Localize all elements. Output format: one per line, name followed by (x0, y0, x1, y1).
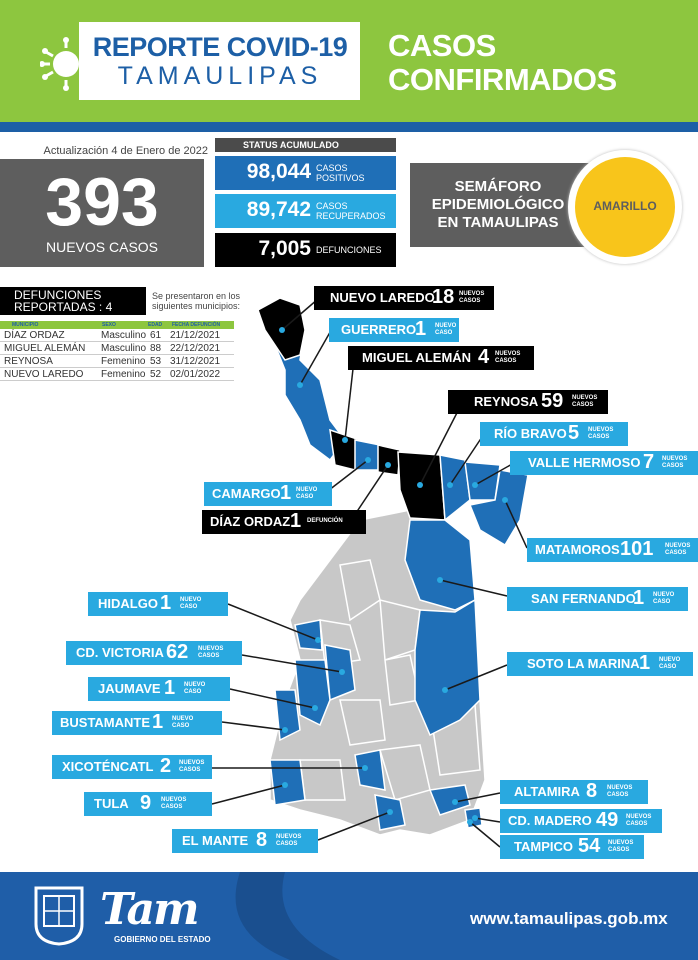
label-san-fernando: SAN FERNANDO 1 NUEVO CASO (507, 587, 688, 611)
semaforo-title: SEMÁFORO EPIDEMIOLÓGICO EN TAMAULIPAS (431, 178, 565, 231)
semaforo-status: AMARILLO (593, 199, 657, 213)
label-diaz-ordaz: DÍAZ ORDAZ 1 DEFUNCIÓN (202, 510, 366, 534)
label-matamoros: MATAMOROS 101 NUEVOS CASOS (527, 538, 698, 562)
label-camargo: CAMARGO 1 NUEVO CASO (204, 482, 332, 506)
coat-of-arms-icon (32, 884, 86, 946)
label-nuevo-laredo: NUEVO LAREDO 18 NUEVOS CASOS (314, 286, 494, 310)
status-label: CASOS RECUPERADOS (316, 201, 386, 221)
table-row: NUEVO LAREDO Femenino 52 02/01/2022 (0, 369, 234, 381)
table-row: MIGUEL ALEMÁN Masculino 88 22/12/2021 (0, 343, 234, 355)
update-date: Actualización 4 de Enero de 2022 (43, 145, 208, 157)
column-header: SEXO (102, 322, 116, 328)
label-miguel-aleman: MIGUEL ALEMÁN 4 NUEVOS CASOS (348, 346, 534, 370)
column-header: FECHA DEFUNCIÓN (172, 322, 221, 328)
footer-curve (230, 872, 490, 960)
label-tula: TULA 9 NUEVOS CASOS (84, 792, 212, 816)
label-rio-bravo: RÍO BRAVO 5 NUEVOS CASOS (480, 422, 628, 446)
label-tampico: TAMPICO 54 NUEVOS CASOS (500, 835, 644, 859)
new-cases-number: 393 (45, 164, 159, 240)
status-number: 7,005 (258, 237, 311, 260)
label-jaumave: JAUMAVE 1 NUEVO CASO (88, 677, 230, 701)
website-link[interactable]: www.tamaulipas.gob.mx (470, 909, 668, 928)
label-guerrero: GUERRERO 1 NUEVO CASO (329, 318, 459, 342)
new-cases-label: NUEVOS CASOS (45, 239, 159, 255)
tam-logo: Tam (100, 884, 198, 935)
status-number: 98,044 (246, 160, 311, 183)
deaths-note: Se presentaron en los siguientes municipios: (152, 291, 241, 311)
status-label: CASOS POSITIVOS (316, 163, 365, 183)
label-xicotencatl: XICOTÉNCATL 2 NUEVOS CASOS (52, 755, 212, 779)
status-number: 89,742 (246, 198, 311, 221)
label-valle-hermoso: VALLE HERMOSO 7 NUEVOS CASOS (510, 451, 698, 475)
label-soto-la-marina: SOTO LA MARINA 1 NUEVO CASO (507, 652, 693, 676)
deaths-heading: DEFUNCIONES REPORTADAS : 4 (0, 287, 146, 315)
column-header: MUNICIPIO (12, 322, 39, 328)
status-header: STATUS ACUMULADO (215, 138, 396, 152)
label-altamira: ALTAMIRA 8 NUEVOS CASOS (500, 780, 648, 804)
label-hidalgo: HIDALGO 1 NUEVO CASO (88, 592, 228, 616)
label-bustamante: BUSTAMANTE 1 NUEVO CASO (52, 711, 222, 735)
table-row: REYNOSA Femenino 53 31/12/2021 (0, 356, 234, 368)
label-reynosa: REYNOSA 59 NUEVOS CASOS (448, 390, 608, 414)
status-label: DEFUNCIONES (316, 245, 382, 255)
subtitle-line1: CASOS (388, 28, 496, 63)
report-title: REPORTE COVID-19 (92, 32, 348, 62)
label-el-mante: EL MANTE 8 NUEVOS CASOS (172, 829, 318, 853)
subtitle-line2: CONFIRMADOS (388, 62, 617, 97)
column-header: EDAD (148, 322, 163, 328)
report-state: TAMAULIPAS (117, 62, 323, 90)
government-label: GOBIERNO DEL ESTADO (114, 935, 211, 944)
table-row: DÍAZ ORDAZ Masculino 61 21/12/2021 (0, 330, 234, 342)
label-cd-madero: CD. MADERO 49 NUEVOS CASOS (500, 809, 662, 833)
label-cd-victoria: CD. VICTORIA 62 NUEVOS CASOS (66, 641, 242, 665)
